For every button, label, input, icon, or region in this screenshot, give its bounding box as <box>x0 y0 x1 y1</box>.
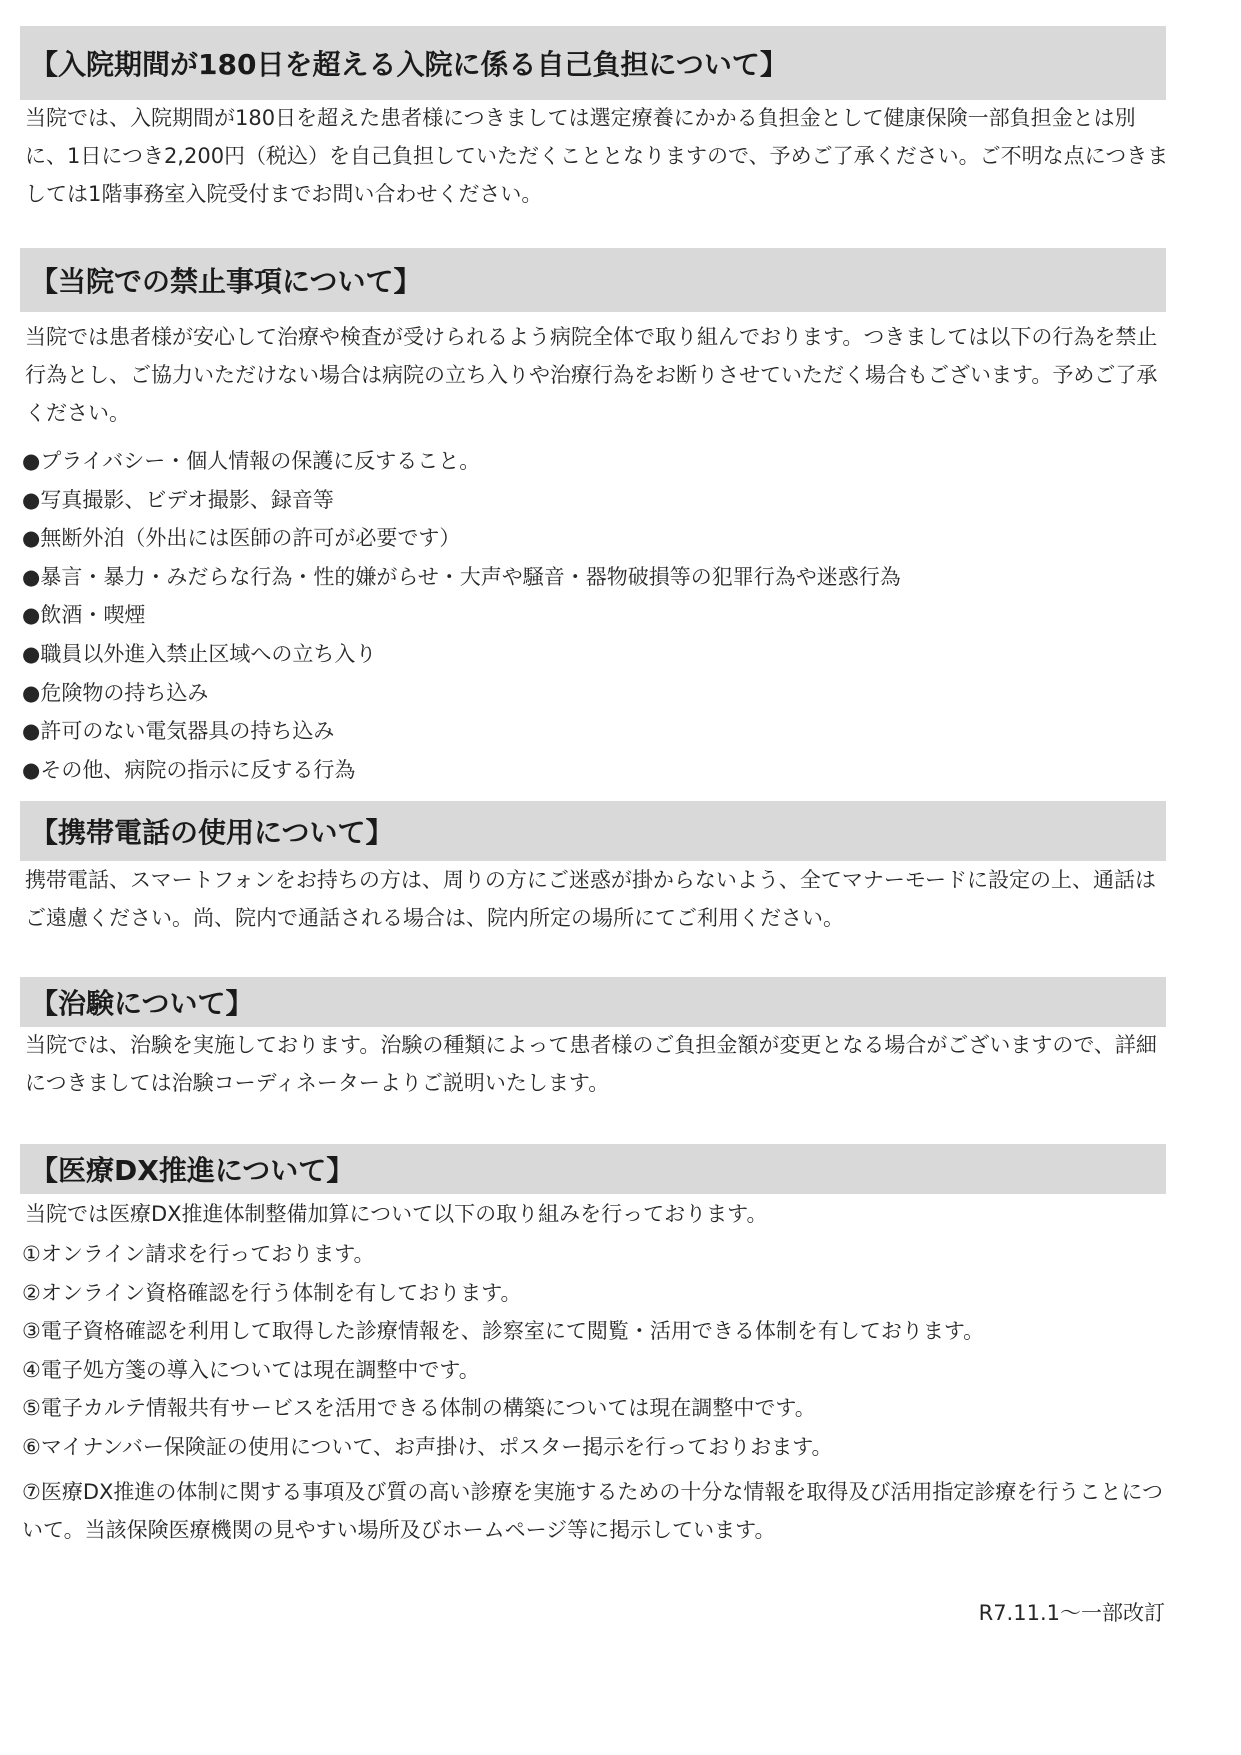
list-item: ●職員以外進入禁止区域への立ち入り <box>22 641 377 666</box>
list-item: ⑥マイナンバー保険証の使用について、お声掛け、ポスター掲示を行っておりおます。 <box>22 1434 833 1459</box>
section-heading-medical-dx: 【医療DX推進について】 <box>20 1144 1166 1194</box>
section-intro-medical-dx: 当院では医療DX推進体制整備加算について以下の取り組みを行っております。 <box>25 1202 768 1226</box>
list-item: ④電子処方箋の導入については現在調整中です。 <box>22 1357 480 1382</box>
list-item: ③電子資格確認を利用して取得した診療情報を、診察室にて閲覧・活用できる体制を有しております。 <box>22 1319 985 1344</box>
prohibited-items-list <box>22 442 1172 789</box>
section-heading-180-days: 【入院期間が180日を超える入院に係る自己負担について】 <box>20 26 1166 100</box>
list-item: ●プライバシー・個人情報の保護に反すること。 <box>22 449 481 473</box>
list-item: ●写真撮影、ビデオ撮影、録音等 <box>22 487 334 512</box>
list-item: ●暴言・暴力・みだらな行為・性的嫌がらせ・大声や騒音・器物破損等の犯罪行為や迷惑行為 <box>22 564 901 589</box>
list-item: ●許可のない電気器具の持ち込み <box>22 719 335 744</box>
medical-dx-list <box>22 1235 1172 1467</box>
list-item: ⑤電子カルテ情報共有サービスを活用できる体制の構築については現在調整中です。 <box>22 1396 816 1421</box>
section-text-clinical-trials: 当院では、治験を実施しております。治験の種類によって患者様のご負担金額が変更となる場合がございますので、詳細につきましては治験コーディネーターよりご説明いたします。 <box>25 1033 1157 1095</box>
section-heading-mobile-phone: 【携帯電話の使用について】 <box>20 801 1166 861</box>
list-item: ●その他、病院の指示に反する行為 <box>22 757 356 782</box>
section-text-mobile-phone: 携帯電話、スマートフォンをお持ちの方は、周りの方にご迷惑が掛からないよう、全てマナーモードに設定の上、通話はご遠慮ください。尚、院内で通話される場合は、院内所定の場所にてご利用ください。 <box>25 868 1157 930</box>
list-item: ●飲酒・喫煙 <box>22 603 146 628</box>
list-item: ●無断外泊（外出には医師の許可が必要です） <box>22 526 461 551</box>
list-item: ●危険物の持ち込み <box>22 680 209 705</box>
section-text-prohibitions: 当院では患者様が安心して治療や検査が受けられるよう病院全体で取り組んでおります。つきましては以下の行為を禁止行為とし、ご協力いただけない場合は病院の立ち入りや治療行為をお断りさせていただく場合もございます。予めご了承ください。 <box>25 325 1158 425</box>
section-heading-clinical-trials: 【治験について】 <box>20 977 1166 1027</box>
section-text-180-days: 当院では、入院期間が180日を超えた患者様につきましては選定療養にかかる負担金として健康保険一部負担金とは別に、1日につき2,200円（税込）を自己負担していただくこととなりますので、予めご了承ください。ご不明な点につきましては1階事務室入院受付までお問い合わせください。 <box>25 106 1169 206</box>
section-heading-prohibitions: 【当院での禁止事項について】 <box>20 248 1166 312</box>
medical-dx-last-item: ⑦医療DX推進の体制に関する事項及び質の高い診療を実施するための十分な情報を取得及び活用指定診療を行うことについて。当該保険医療機関の見やすい場所及びホームページ等に掲示しています。 <box>22 1480 1163 1542</box>
list-item: ②オンライン資格確認を行う体制を有しております。 <box>22 1280 522 1305</box>
revision-note: R7.11.1〜一部改訂 <box>978 1601 1165 1625</box>
list-item: ①オンライン請求を行っております。 <box>22 1242 375 1266</box>
